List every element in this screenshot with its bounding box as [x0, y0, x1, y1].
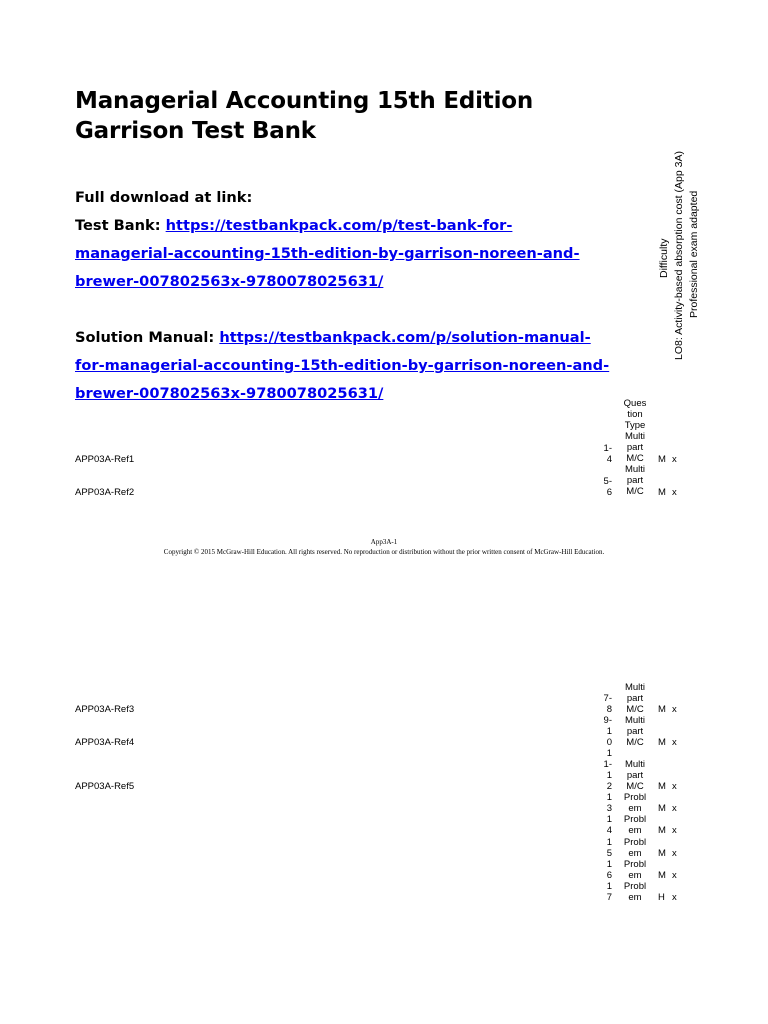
- question-number-line: 0: [606, 737, 612, 748]
- lo-mark: x: [672, 704, 677, 715]
- question-type-line: M/C: [626, 737, 644, 748]
- question-number: [582, 837, 612, 859]
- question-type-line: em: [628, 870, 642, 881]
- question-type: [615, 682, 655, 715]
- professional-header: Professional exam adapted: [688, 190, 700, 318]
- difficulty-value: M: [658, 454, 666, 465]
- test-bank-link-line-1[interactable]: https://testbankpack.com/p/test-bank-for-: [165, 217, 513, 234]
- question-number-line: 3: [606, 803, 612, 814]
- table-row-ref: APP03A-Ref2: [75, 487, 135, 498]
- question-type-line: Multi: [624, 682, 646, 693]
- question-number: [582, 693, 612, 715]
- question-number-line: 1: [606, 881, 612, 892]
- question-type-line: M/C: [626, 781, 644, 792]
- document-title: Managerial Accounting 15th Edition Garrison Test Bank: [75, 88, 534, 144]
- question-number-line: 1: [606, 859, 612, 870]
- question-type: [615, 759, 655, 792]
- question-type-header-line: Ques: [623, 398, 647, 409]
- difficulty-value: M: [658, 781, 666, 792]
- question-number: [582, 881, 612, 903]
- question-type-line: Probl: [623, 792, 647, 803]
- lo-mark: x: [672, 825, 677, 836]
- question-type-line: part: [626, 726, 644, 737]
- question-type: [615, 814, 655, 836]
- question-number-line: 5: [606, 848, 612, 859]
- question-number: [582, 792, 612, 814]
- question-number-line: 2: [606, 781, 612, 792]
- question-number-line: 5-: [603, 476, 612, 487]
- question-type-line: em: [628, 803, 642, 814]
- question-type: [615, 715, 655, 748]
- question-type-line: M/C: [626, 486, 644, 497]
- question-number: [582, 443, 612, 465]
- question-number: [582, 476, 612, 498]
- question-type: [615, 792, 655, 814]
- question-number-line: 9-: [603, 715, 612, 726]
- question-type-line: part: [626, 442, 644, 453]
- solution-line-2: [75, 352, 609, 380]
- question-type-line: em: [628, 825, 642, 836]
- test-bank-line-3: [75, 268, 609, 296]
- test-bank-link-line-3[interactable]: brewer-007802563x-9780078025631/: [75, 273, 384, 290]
- table-row-ref: APP03A-Ref4: [75, 737, 135, 748]
- question-type: [615, 431, 655, 464]
- question-number-line: 1: [606, 770, 612, 781]
- lo-mark: x: [672, 454, 677, 465]
- question-number: [582, 859, 612, 881]
- solution-link-line-1[interactable]: https://testbankpack.com/p/solution-manual-: [219, 329, 591, 346]
- lo-mark: x: [672, 781, 677, 792]
- question-number-line: 6: [606, 870, 612, 881]
- download-section: [75, 184, 609, 408]
- question-number-line: 8: [606, 704, 612, 715]
- question-number-line: 4: [606, 825, 612, 836]
- question-type: [615, 464, 655, 497]
- difficulty-value: M: [658, 487, 666, 498]
- question-type-header: [615, 398, 655, 431]
- question-type-line: part: [626, 693, 644, 704]
- difficulty-header: Difficulty: [658, 238, 670, 278]
- lo8-header: LO8: Activity-based absorption cost (App 3A): [673, 151, 685, 360]
- test-bank-line: [75, 212, 609, 240]
- table-row-ref: APP03A-Ref1: [75, 454, 135, 465]
- solution-label: Solution Manual:: [75, 329, 220, 346]
- difficulty-value: M: [658, 737, 666, 748]
- test-bank-link-line-2[interactable]: managerial-accounting-15th-edition-by-garrison-noreen-and-: [75, 245, 580, 262]
- question-type: [615, 881, 655, 903]
- question-number-line: 7: [606, 892, 612, 903]
- question-type-line: Probl: [623, 837, 647, 848]
- question-number-line: 1: [606, 814, 612, 825]
- lo-mark: x: [672, 892, 677, 903]
- question-type-line: Multi: [624, 715, 646, 726]
- question-number-line: 1-: [603, 759, 612, 770]
- difficulty-value: H: [658, 892, 665, 903]
- question-type-line: M/C: [626, 704, 644, 715]
- question-number: [582, 814, 612, 836]
- download-heading: Full download at link:: [75, 189, 253, 206]
- question-type: [615, 837, 655, 859]
- test-bank-label: Test Bank:: [75, 217, 166, 234]
- solution-link-line-2[interactable]: for-managerial-accounting-15th-edition-by-garrison-noreen-and-: [75, 357, 610, 374]
- lo-mark: x: [672, 848, 677, 859]
- question-number: [582, 715, 612, 748]
- solution-line: [75, 324, 609, 352]
- question-type-line: Probl: [623, 881, 647, 892]
- question-type: [615, 859, 655, 881]
- difficulty-value: M: [658, 870, 666, 881]
- table-row-ref: APP03A-Ref3: [75, 704, 135, 715]
- table-row-ref: APP03A-Ref5: [75, 781, 135, 792]
- question-type-line: Multi: [624, 464, 646, 475]
- spacer: [75, 296, 609, 324]
- question-number-line: 7-: [603, 693, 612, 704]
- question-type-header-line: tion: [627, 409, 643, 420]
- question-number-line: 1: [606, 837, 612, 848]
- question-type-line: em: [628, 848, 642, 859]
- question-type-line: em: [628, 892, 642, 903]
- solution-link-line-3[interactable]: brewer-007802563x-9780078025631/: [75, 385, 384, 402]
- difficulty-value: M: [658, 825, 666, 836]
- lo-mark: x: [672, 870, 677, 881]
- difficulty-value: M: [658, 803, 666, 814]
- question-type-line: Multi: [624, 759, 646, 770]
- lo-mark: x: [672, 803, 677, 814]
- question-number-line: 1: [606, 748, 612, 759]
- question-number-line: 4: [606, 454, 612, 465]
- lo-mark: x: [672, 737, 677, 748]
- question-type-line: Multi: [624, 431, 646, 442]
- question-number-line: 1-: [603, 443, 612, 454]
- test-bank-line-2: [75, 240, 609, 268]
- solution-line-3: [75, 380, 609, 408]
- page-number: App3A-1: [370, 538, 398, 546]
- question-number-line: 1: [606, 726, 612, 737]
- lo-mark: x: [672, 487, 677, 498]
- question-type-line: part: [626, 475, 644, 486]
- question-number-line: 1: [606, 792, 612, 803]
- copyright-notice: Copyright © 2015 McGraw-Hill Education. All rights reserved. No reproduction or distribution without the prior written consent of McGraw-Hill Education.: [163, 548, 605, 556]
- difficulty-value: M: [658, 704, 666, 715]
- question-type-line: part: [626, 770, 644, 781]
- question-type-header-line: Type: [624, 420, 646, 431]
- question-number: [582, 748, 612, 792]
- question-type-line: Probl: [623, 814, 647, 825]
- question-type-line: Probl: [623, 859, 647, 870]
- question-type-line: M/C: [626, 453, 644, 464]
- difficulty-value: M: [658, 848, 666, 859]
- question-number-line: 6: [606, 487, 612, 498]
